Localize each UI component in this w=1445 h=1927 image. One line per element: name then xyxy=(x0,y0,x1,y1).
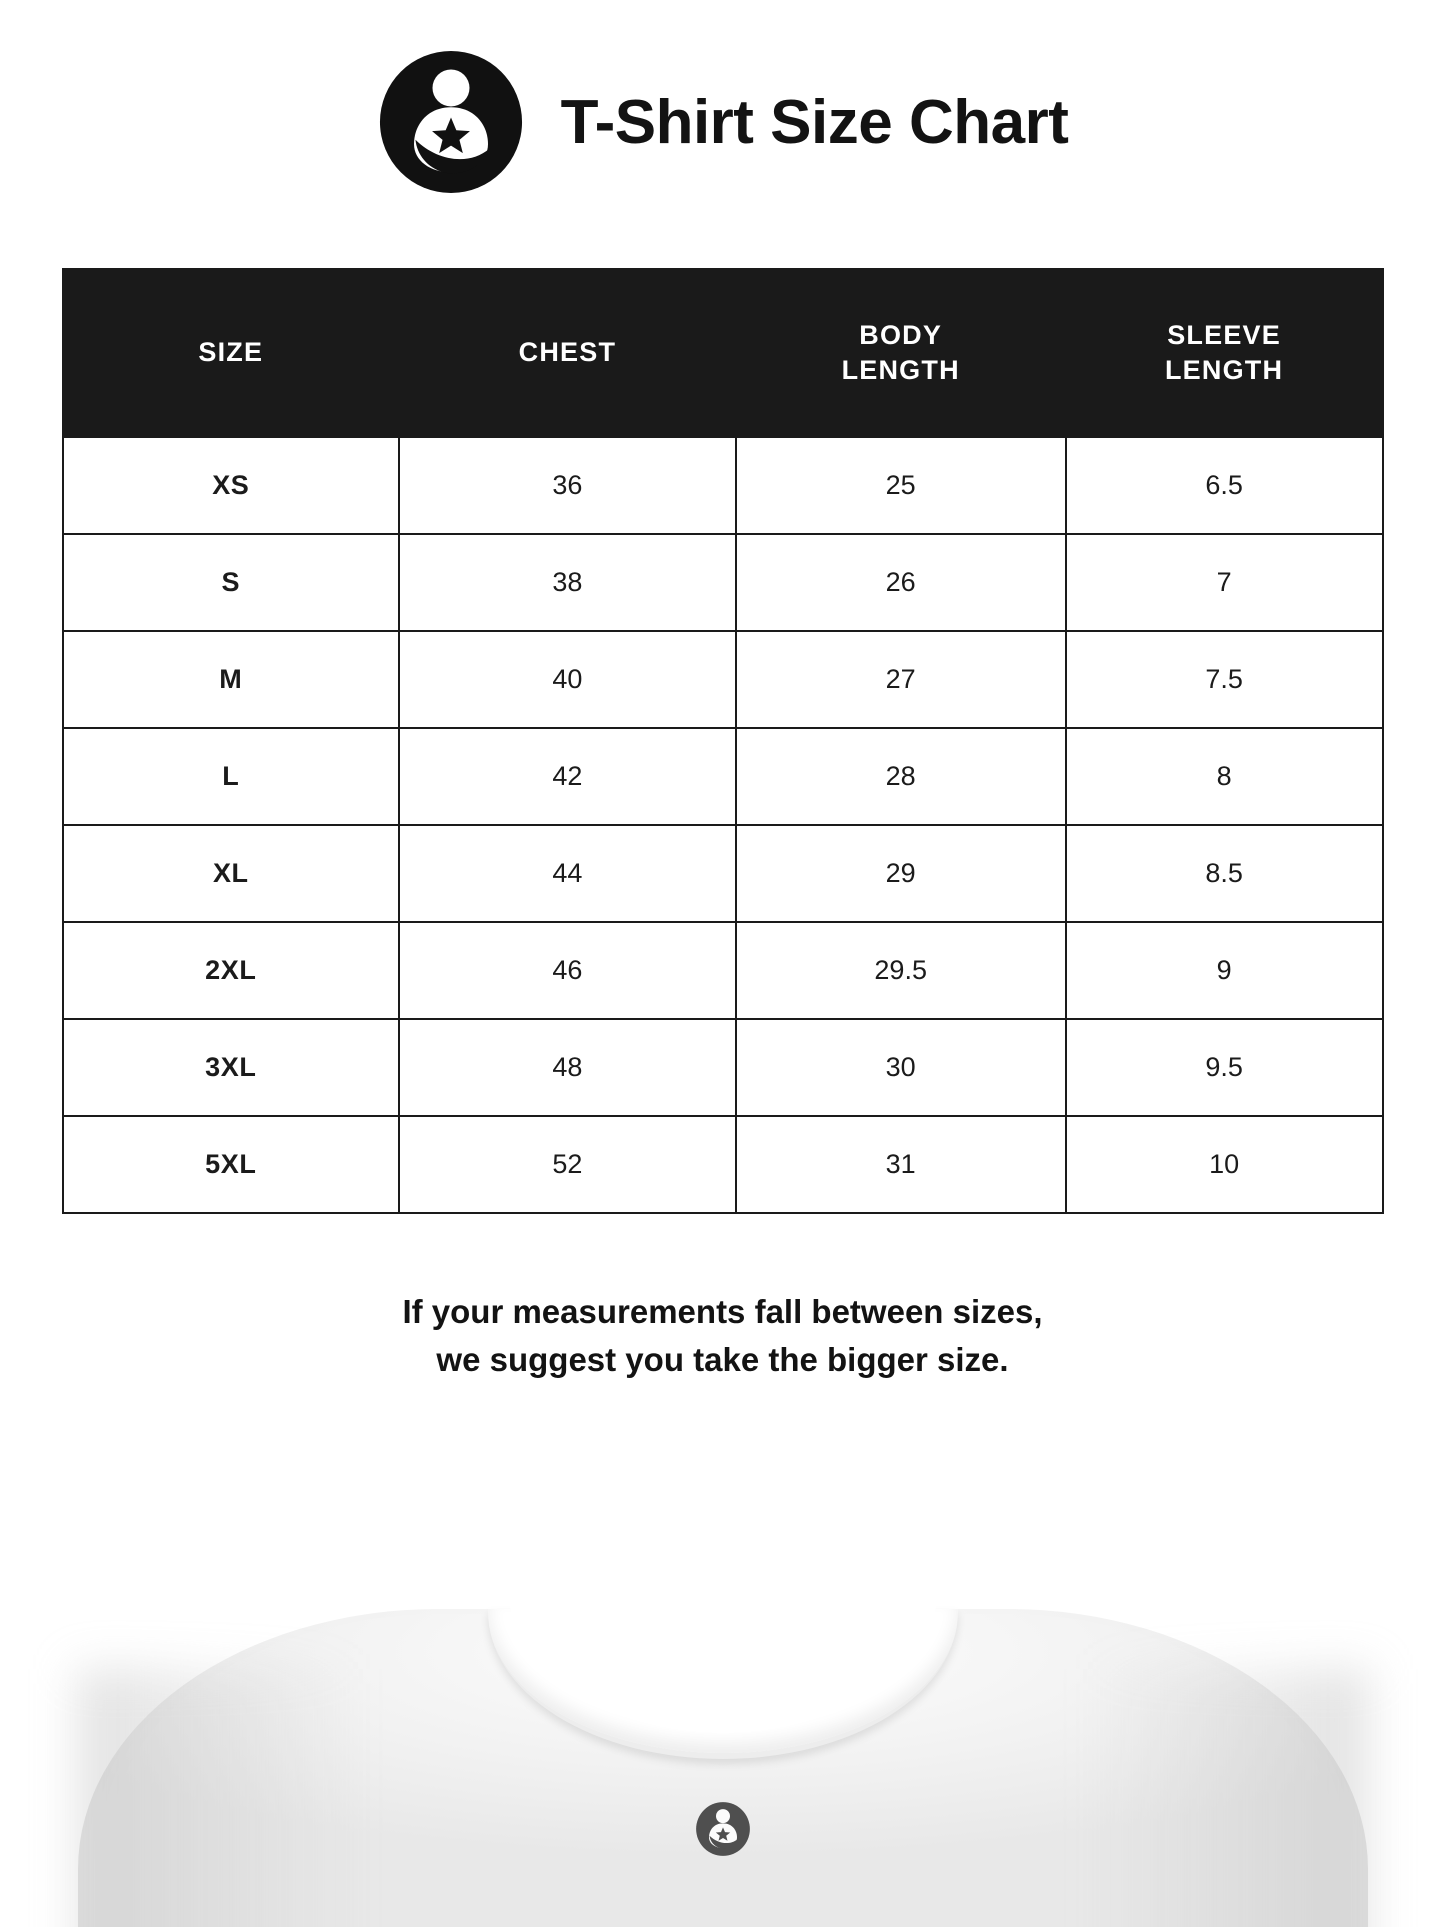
cell-size: 3XL xyxy=(63,1019,400,1116)
cell-chest: 40 xyxy=(399,631,736,728)
table-row xyxy=(63,437,1383,534)
table-header-row xyxy=(63,269,1383,437)
cell-chest: 44 xyxy=(399,825,736,922)
cell-chest: 46 xyxy=(399,922,736,1019)
tshirt-photo xyxy=(0,1567,1445,1927)
cell-sleeve-length: 10 xyxy=(1066,1116,1383,1213)
column-header-text: SLEEVE xyxy=(1167,319,1281,350)
table-row xyxy=(63,922,1383,1019)
baby-carrier-logo-icon xyxy=(695,1801,751,1857)
tshirt-shadow-right xyxy=(1088,1669,1368,1927)
cell-sleeve-length: 9.5 xyxy=(1066,1019,1383,1116)
cell-body-length: 29.5 xyxy=(736,922,1066,1019)
cell-size: XL xyxy=(63,825,400,922)
column-header-text: LENGTH xyxy=(1164,355,1284,385)
cell-chest: 48 xyxy=(399,1019,736,1116)
tshirt-body xyxy=(78,1609,1368,1927)
cell-size: S xyxy=(63,534,400,631)
cell-sleeve-length: 6.5 xyxy=(1066,437,1383,534)
cell-size: 5XL xyxy=(63,1116,400,1213)
cell-sleeve-length: 9 xyxy=(1066,922,1383,1019)
table-row xyxy=(63,728,1383,825)
baby-carrier-logo-icon xyxy=(377,48,525,196)
column-header-text: SIZE xyxy=(198,337,264,368)
cell-body-length: 25 xyxy=(736,437,1066,534)
column-header-text: CHEST xyxy=(518,337,617,368)
cell-size: M xyxy=(63,631,400,728)
table-row xyxy=(63,1116,1383,1213)
cell-body-length: 29 xyxy=(736,825,1066,922)
tshirt-shadow-left xyxy=(78,1669,358,1927)
table-row xyxy=(63,1019,1383,1116)
column-header-sleeve-length xyxy=(1066,269,1383,437)
page-header xyxy=(0,0,1445,196)
column-header-chest xyxy=(399,269,736,437)
cell-chest: 36 xyxy=(399,437,736,534)
cell-sleeve-length: 7 xyxy=(1066,534,1383,631)
cell-size: L xyxy=(63,728,400,825)
tshirt-collar xyxy=(488,1609,958,1759)
cell-body-length: 26 xyxy=(736,534,1066,631)
cell-body-length: 30 xyxy=(736,1019,1066,1116)
cell-sleeve-length: 8.5 xyxy=(1066,825,1383,922)
cell-size: XS xyxy=(63,437,400,534)
column-header-text: LENGTH xyxy=(841,355,960,385)
sizing-note-line-1: If your measurements fall between sizes, xyxy=(402,1293,1043,1330)
size-chart-table xyxy=(62,268,1384,1214)
table-row xyxy=(63,631,1383,728)
table-row xyxy=(63,825,1383,922)
column-header-body-length xyxy=(736,269,1066,437)
size-chart-container xyxy=(28,268,1418,1214)
column-header-size xyxy=(63,269,400,437)
page-title: T-Shirt Size Chart xyxy=(560,87,1069,157)
sizing-note xyxy=(123,1288,1323,1384)
tshirt-collar-inner xyxy=(508,1583,938,1733)
cell-body-length: 28 xyxy=(736,728,1066,825)
cell-chest: 42 xyxy=(399,728,736,825)
cell-sleeve-length: 7.5 xyxy=(1066,631,1383,728)
column-header-text: BODY xyxy=(859,319,943,350)
cell-body-length: 27 xyxy=(736,631,1066,728)
cell-sleeve-length: 8 xyxy=(1066,728,1383,825)
cell-body-length: 31 xyxy=(736,1116,1066,1213)
sizing-note-line-2: we suggest you take the bigger size. xyxy=(436,1340,1009,1378)
cell-chest: 38 xyxy=(399,534,736,631)
cell-chest: 52 xyxy=(399,1116,736,1213)
table-row xyxy=(63,534,1383,631)
cell-size: 2XL xyxy=(63,922,400,1019)
